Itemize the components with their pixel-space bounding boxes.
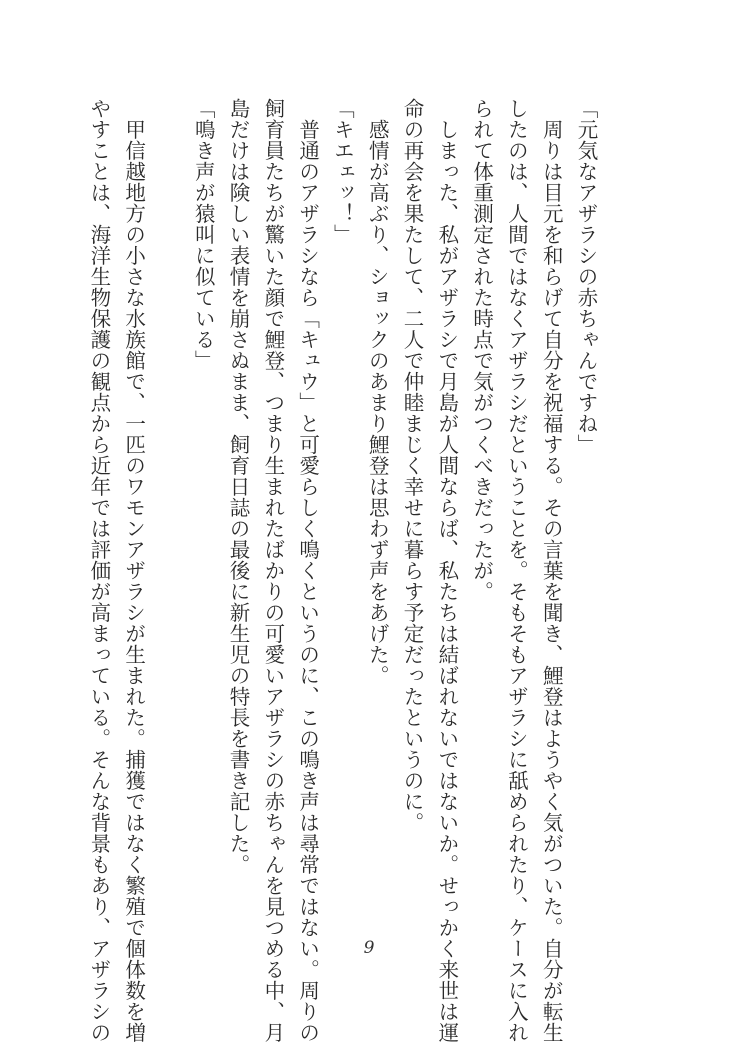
text-line: やすことは、海洋生物保護の観点から近年では評価が高まっている。そんな背景もあり、アザラシの [86,98,111,1043]
text-line: 「元気なアザラシの赤ちゃんですね」 [574,98,598,455]
text-line: 周りは目元を和らげて自分を祝福する。その言葉を聞き、鯉登はようやく気がついた。自分が転生 [539,98,564,1043]
text-line: 飼育員たちが驚いた顔で鯉登、つまり生まれたばかりの可愛いアザラシの赤ちゃんを見つめる中、月 [260,98,285,1043]
text-line: られて体重測定された時点で気がつくべきだったが。 [469,98,494,602]
text-line: 甲信越地方の小さな水族館で、一匹のワモンアザラシが生まれた。捕獲ではなく繁殖で個体数を増 [121,98,146,1043]
text-line: しまった、私がアザラシで月島が人間ならば、私たちは結ばれないではないか。せっかく来世は運 [434,98,459,1043]
text-line: 島だけは険しい表情を崩さぬまま、飼育日誌の最後に新生児の特長を書き記した。 [226,98,251,875]
blank-line [151,98,186,938]
text-line: 命の再会を果たして、二人で仲睦まじく幸せに暮らす予定だったというのに。 [400,98,425,833]
text-line: 「キエェッ！」 [330,98,355,245]
page-number: 9 [363,938,375,958]
text-line: 普通のアザラシなら「キュウ」と可愛らしく鳴くというのに、この鳴き声は尋常ではない。周りの [295,98,320,1043]
body-text [86,98,603,1043]
text-line: 「鳴き声が猿叫に似ている」 [191,98,216,371]
text-line: 感情が高ぶり、ショックのあまり鯉登は思わず声をあげた。 [365,98,390,686]
text-line: したのは、人間ではなくアザラシだということを。そもそもアザラシに舐められたり、ケースに入れ [504,98,529,1043]
